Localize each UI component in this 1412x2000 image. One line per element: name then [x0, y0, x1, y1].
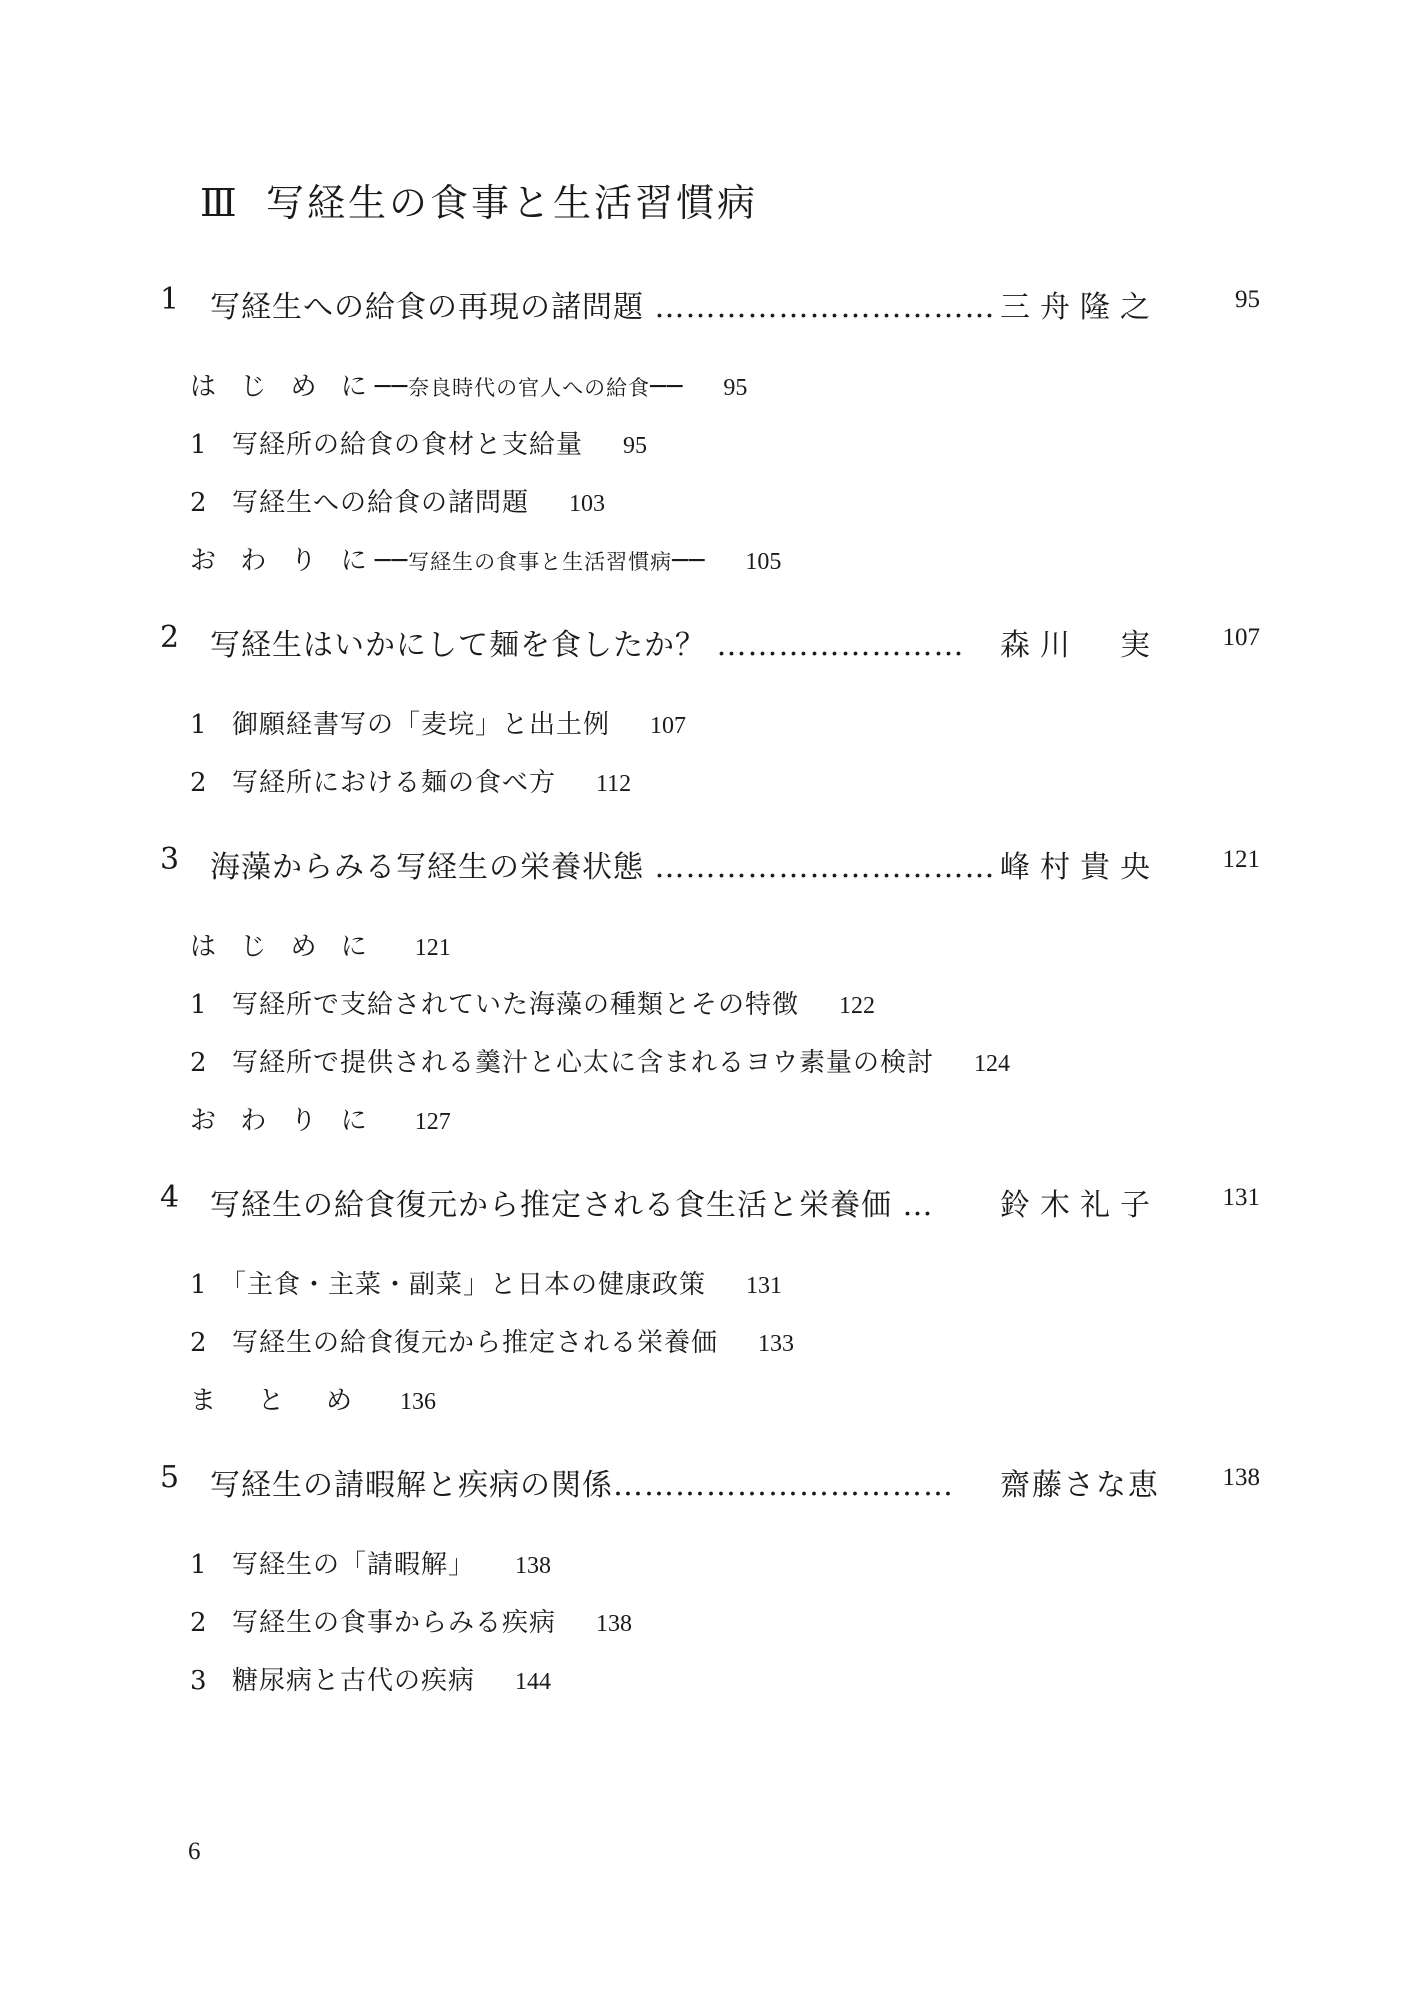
section-title: 写経所における麺の食べ方: [232, 768, 557, 798]
section-page-number: 95: [623, 433, 648, 459]
section-title: 写経所の給食の食材と支給量: [232, 430, 584, 460]
chapter-number: 4: [160, 1180, 180, 1215]
section-entry[interactable]: [190, 482, 605, 519]
section-page-number: 103: [569, 491, 606, 517]
section-page-number: 121: [414, 935, 451, 961]
chapter-entry-2[interactable]: [160, 620, 1260, 663]
chapter-entry-5[interactable]: [160, 1460, 1260, 1503]
section-page-number: 133: [758, 1331, 795, 1357]
section-page-number: 136: [400, 1389, 437, 1415]
chapter-page-number: 95: [1235, 286, 1260, 313]
chapter-number: 2: [160, 620, 180, 655]
section-number: 3: [190, 1666, 208, 1696]
section-entry[interactable]: [190, 926, 451, 963]
section-entry[interactable]: [190, 1544, 551, 1581]
section-page-number: 107: [650, 713, 687, 739]
part-heading: [200, 172, 758, 227]
section-entry[interactable]: [190, 366, 747, 403]
chapter-author: 森川 実: [1000, 628, 1160, 663]
section-entry[interactable]: [190, 1602, 632, 1639]
section-page-number: 112: [596, 771, 632, 797]
chapter-page-number: 107: [1222, 624, 1260, 651]
section-number: 1: [190, 1550, 208, 1580]
section-title: 写経生への給食の諸問題: [232, 488, 530, 518]
section-entry[interactable]: [190, 704, 686, 741]
section-entry[interactable]: [190, 540, 781, 577]
section-title: 写経所で提供される羹汁と心太に含まれるヨウ素量の検討: [232, 1048, 935, 1078]
section-page-number: 138: [596, 1611, 633, 1637]
chapter-author: 齋藤さな恵: [1000, 1468, 1160, 1503]
section-lead: お わ り に: [190, 546, 375, 576]
chapter-page-number: 121: [1222, 846, 1260, 873]
section-dash: ──: [374, 372, 409, 402]
part-title-text: 写経生の食事と生活習慣病: [266, 181, 759, 225]
section-entry[interactable]: [190, 984, 875, 1021]
section-entry[interactable]: [190, 762, 631, 799]
chapter-title: 海藻からみる写経生の栄養状態 ……………………………: [210, 850, 996, 885]
section-entry[interactable]: [190, 1660, 551, 1697]
chapter-author: 鈴木礼子: [1000, 1188, 1160, 1223]
section-subtitle: 奈良時代の官人への給食: [408, 376, 651, 400]
section-number: 2: [190, 1328, 208, 1358]
section-title: 写経所で支給されていた海藻の種類とその特徴: [232, 990, 800, 1020]
chapter-number: 1: [160, 282, 180, 317]
chapter-entry-4[interactable]: [160, 1180, 1260, 1223]
section-page-number: 131: [746, 1273, 783, 1299]
section-page-number: 105: [745, 549, 782, 575]
section-number: 1: [190, 1270, 208, 1300]
section-entry[interactable]: [190, 424, 647, 461]
section-page-number: 124: [974, 1051, 1011, 1077]
section-entry[interactable]: [190, 1042, 1010, 1079]
chapter-title: 写経生への給食の再現の諸問題 ……………………………: [210, 290, 996, 325]
section-title: 「主食・主菜・副菜」と日本の健康政策: [220, 1270, 707, 1300]
section-lead: お わ り に: [190, 1106, 375, 1136]
chapter-number: 5: [160, 1460, 180, 1495]
section-number: 2: [190, 1608, 208, 1638]
chapter-author: 三舟隆之: [1000, 290, 1160, 325]
section-lead: は じ め に: [190, 372, 375, 402]
section-number: 1: [190, 990, 208, 1020]
chapter-page-number: 138: [1222, 1464, 1260, 1491]
section-number: 2: [190, 488, 208, 518]
chapter-author: 峰村貴央: [1000, 850, 1160, 885]
chapter-title: 写経生の請暇解と疾病の関係……………………………: [210, 1468, 954, 1503]
part-numeral: Ⅲ: [200, 181, 240, 225]
section-title: 写経生の「請暇解」: [232, 1550, 476, 1580]
section-page-number: 144: [515, 1669, 552, 1695]
section-page-number: 127: [414, 1109, 451, 1135]
chapter-title: 写経生はいかにして麺を食したか？ ……………………: [210, 628, 965, 663]
section-number: 1: [190, 430, 208, 460]
section-subtitle: 写経生の食事と生活習慣病: [408, 550, 673, 574]
page-folio: 6: [188, 1838, 201, 1865]
chapter-title: 写経生の給食復元から推定される食生活と栄養価 …: [210, 1188, 934, 1223]
section-dash: ──: [374, 546, 409, 576]
chapter-page-number: 131: [1222, 1184, 1260, 1211]
section-title: 御願経書写の「麦垸」と出土例: [232, 710, 611, 740]
section-number: 1: [190, 710, 208, 740]
section-entry[interactable]: [190, 1264, 782, 1301]
section-entry[interactable]: [190, 1322, 794, 1359]
section-entry[interactable]: [190, 1380, 436, 1417]
chapter-entry-1[interactable]: [160, 282, 1260, 325]
chapter-number: 3: [160, 842, 180, 877]
section-dash-end: ──: [672, 546, 706, 576]
section-entry[interactable]: [190, 1100, 451, 1137]
section-lead: は じ め に: [190, 932, 375, 962]
section-number: 2: [190, 1048, 208, 1078]
section-title: 糖尿病と古代の疾病: [232, 1666, 476, 1696]
section-page-number: 138: [515, 1553, 552, 1579]
section-title: 写経生の給食復元から推定される栄養価: [232, 1328, 719, 1358]
section-page-number: 95: [723, 375, 748, 401]
section-title: 写経生の食事からみる疾病: [232, 1608, 557, 1638]
section-page-number: 122: [839, 993, 876, 1019]
chapter-entry-3[interactable]: [160, 842, 1260, 885]
section-number: 2: [190, 768, 208, 798]
section-dash-end: ──: [650, 372, 684, 402]
section-lead: ま と め: [190, 1386, 361, 1416]
